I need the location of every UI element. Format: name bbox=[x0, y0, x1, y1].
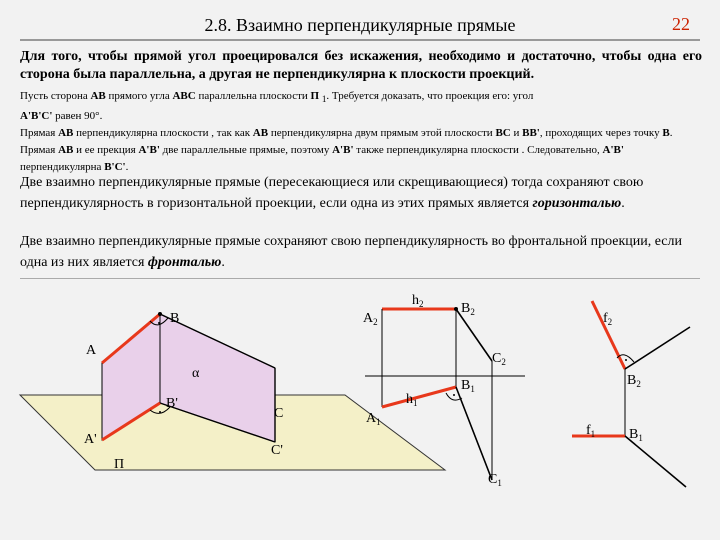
line-B1C1 bbox=[456, 387, 492, 480]
label-f1: $f_1$ bbox=[586, 423, 596, 439]
title-divider bbox=[20, 39, 700, 41]
label-B2: $B_2$ bbox=[627, 373, 641, 389]
point-B bbox=[158, 312, 162, 316]
line-A1B1-h1 bbox=[382, 387, 456, 407]
rule-horizontal-paragraph: Две взаимно перпендикулярные прямые (пересекающиеся или скрещивающиеся) тогда сохраняют свою перпендикулярность в горизонтальной проекции, если одна из этих прямых является горизонталью. bbox=[20, 175, 644, 211]
label-A1: A' bbox=[84, 432, 97, 447]
label-f2: $f_2$ bbox=[603, 311, 613, 327]
term-frontal: фронталью bbox=[147, 255, 222, 270]
label-h2: $h_2$ bbox=[412, 293, 424, 309]
label-B2: $B_2$ bbox=[461, 301, 475, 317]
label-Pi: П bbox=[114, 457, 125, 472]
label-B: B bbox=[170, 311, 180, 326]
label-B1: $B_1$ bbox=[629, 427, 643, 443]
line-f2 bbox=[592, 301, 625, 369]
page-number: 22 bbox=[672, 14, 690, 34]
label-C1: $C_1$ bbox=[488, 472, 502, 488]
term-horizontal: горизонталью bbox=[532, 196, 622, 211]
label-A1: $A_1$ bbox=[366, 411, 381, 427]
line-perp-1 bbox=[625, 436, 686, 487]
figure-frontal-projection bbox=[572, 301, 690, 487]
line-perp-2 bbox=[625, 327, 690, 369]
rule-frontal-paragraph: Две взаимно перпендикулярные прямые сохраняют свою перпендикулярность во фронтальной проекции, если одна из них является фронталью. bbox=[20, 234, 682, 270]
proof-paragraph: Пусть сторона АВ прямого угла АВС параллельна плоскости П $_1$. Требуется доказать, что проекция его: угол А'В'С' равен 90°. Прямая АВ перпендикулярна плоскости , так как АВ перпендикулярна двум прямым этой плоскости ВС и ВВ', проходящих через точку В. Прямая АВ и ее прекция А'В' две параллельные прямые, поэтому А'В' также перпендикулярна плоскости . Следовательно, А'В' перпендикулярна В'С'. bbox=[20, 90, 673, 174]
label-B1: $B_1$ bbox=[461, 378, 475, 394]
slide-title: 2.8. Взаимно перпендикулярные прямые bbox=[204, 15, 516, 35]
figures bbox=[0, 280, 720, 540]
figure-right-angle-3d bbox=[20, 311, 445, 472]
label-C: C bbox=[274, 406, 284, 421]
label-h1: $h_1$ bbox=[406, 392, 418, 408]
label-A2: $A_2$ bbox=[363, 311, 378, 327]
theorem-paragraph: Для того, чтобы прямой угол проецировался без искажения, необходимо и достаточно, чтобы одна его сторона была параллельна, а другая не перпендикулярна к плоскости проекций. bbox=[20, 49, 702, 82]
figures-divider bbox=[20, 278, 700, 279]
point-B2 bbox=[454, 307, 458, 311]
label-A: A bbox=[86, 343, 97, 358]
label-C2: $C_2$ bbox=[492, 351, 506, 367]
label-alpha: α bbox=[192, 366, 200, 381]
label-C1: C' bbox=[271, 443, 283, 458]
label-B1: B' bbox=[166, 396, 178, 411]
